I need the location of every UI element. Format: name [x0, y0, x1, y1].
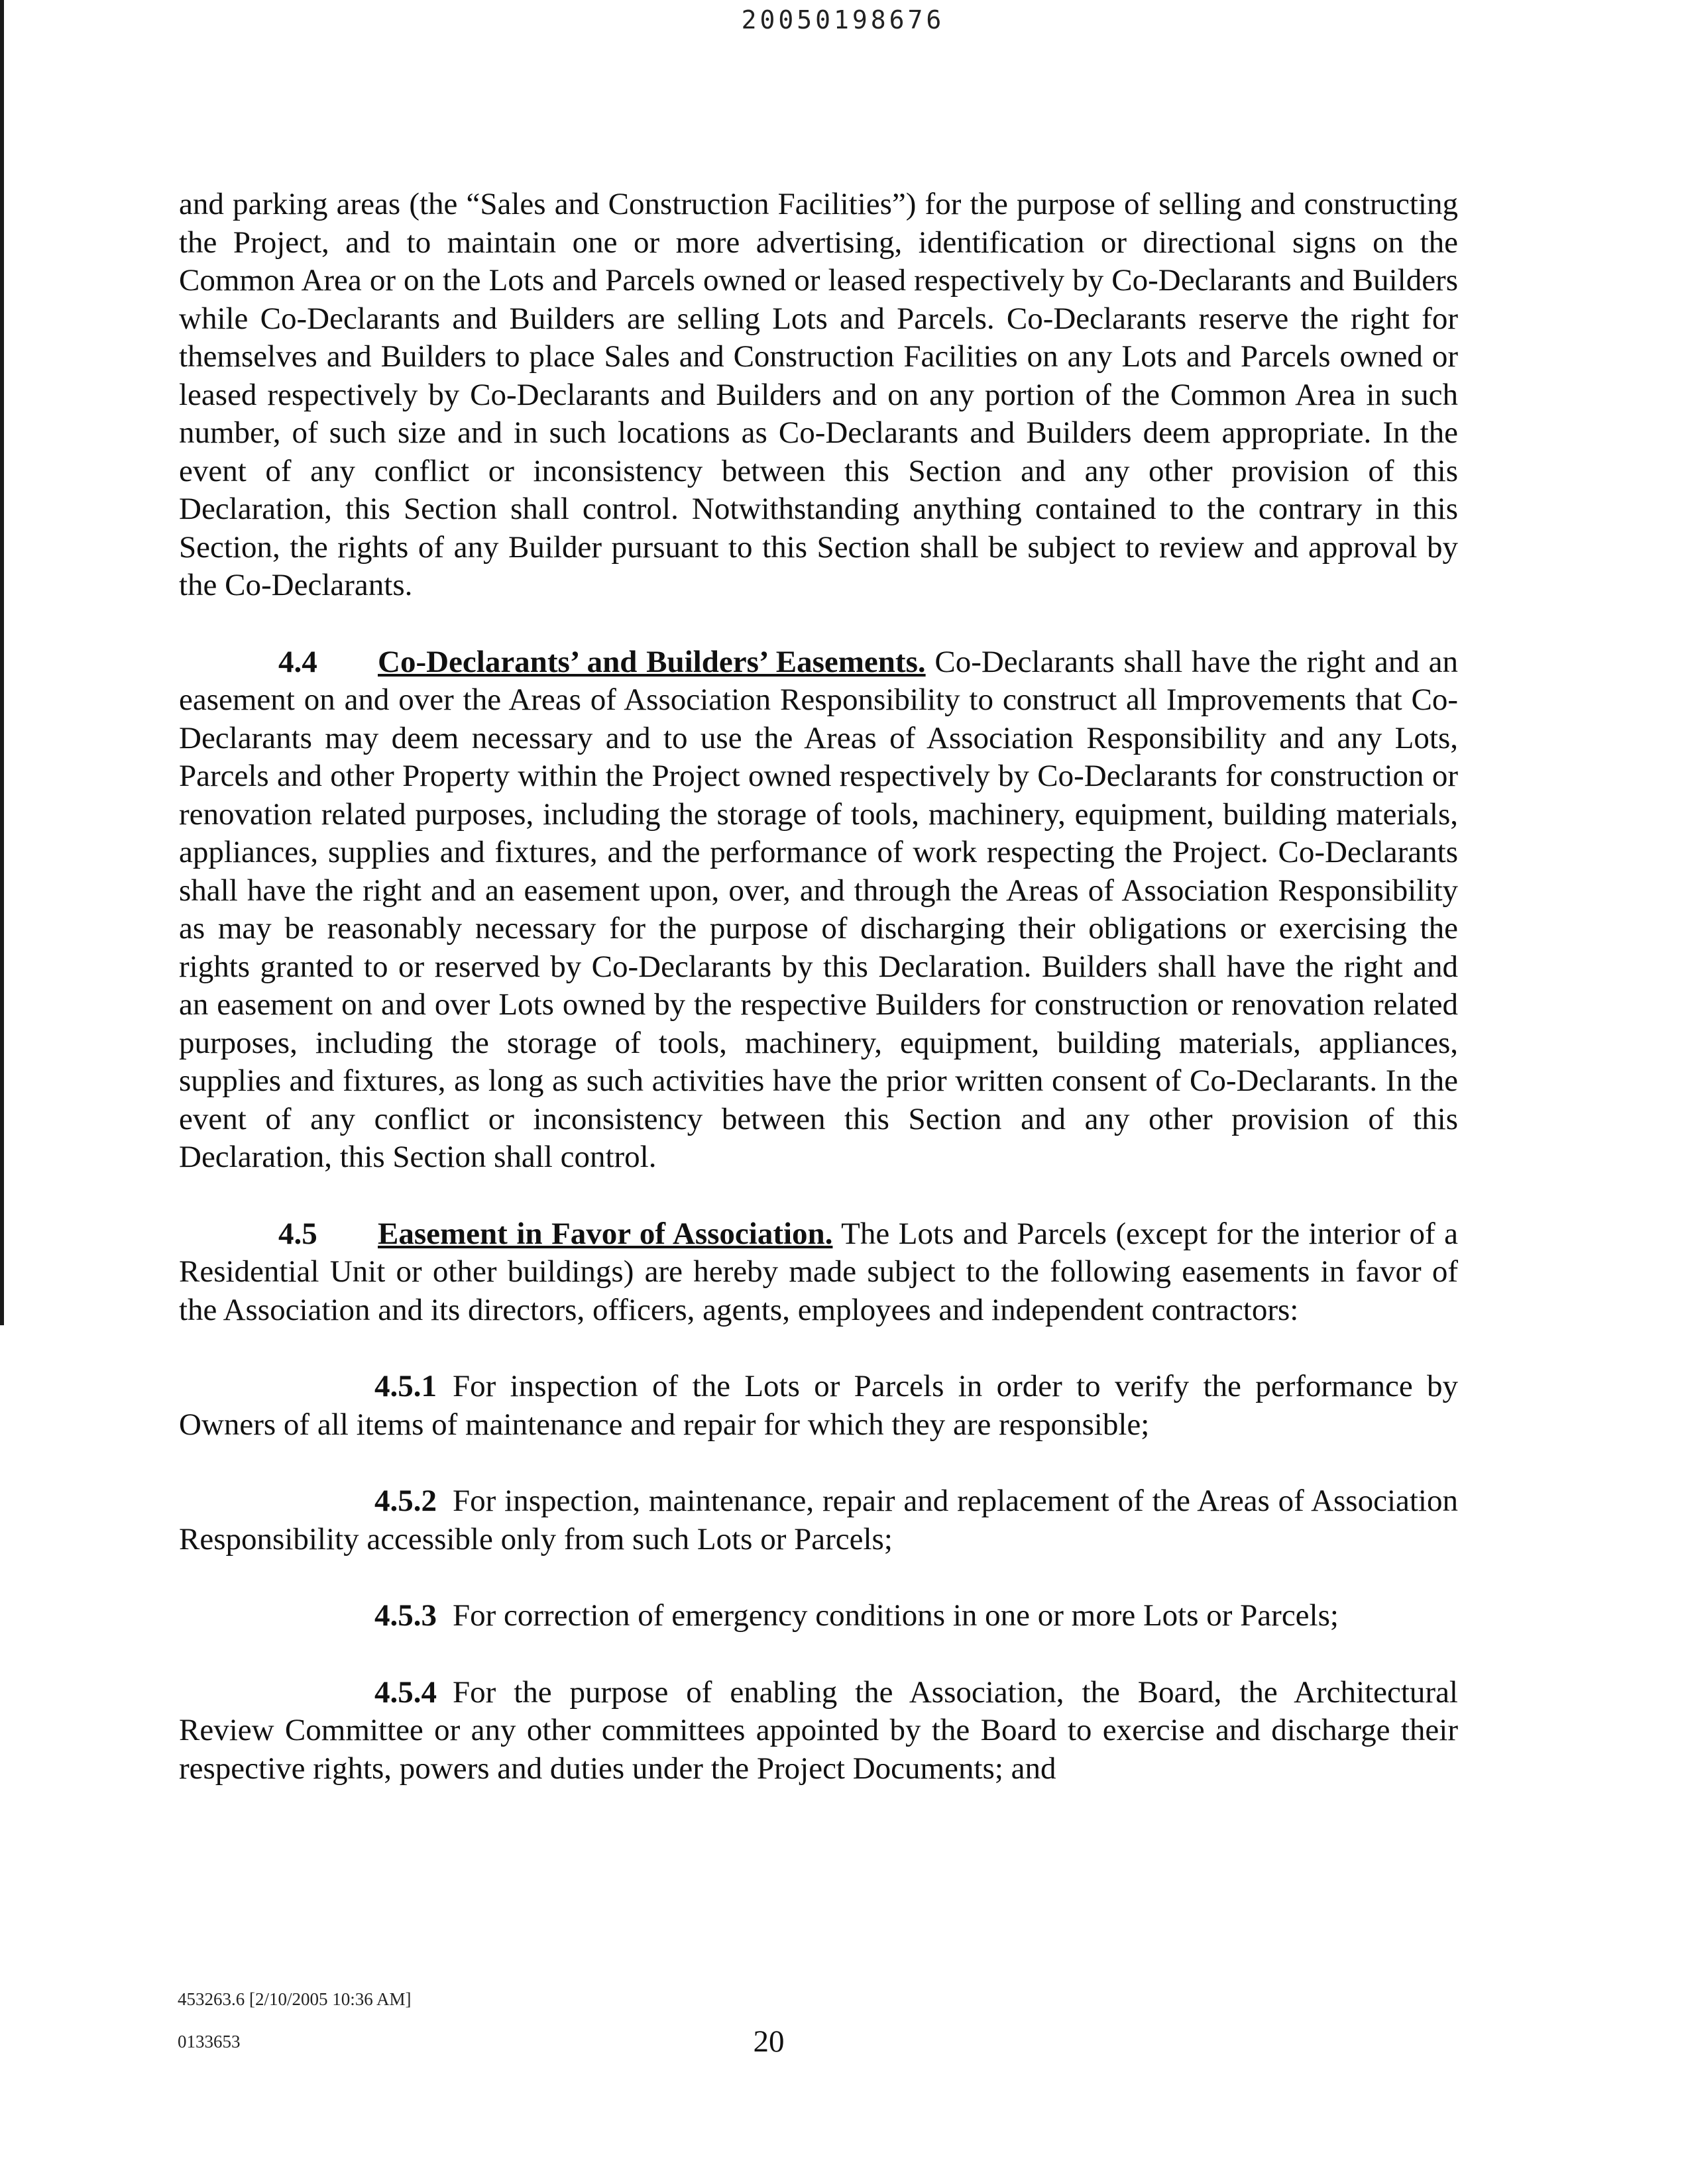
- section-4-5: [179, 1215, 1458, 1330]
- scan-edge-bar: [0, 0, 4, 1325]
- section-heading: Co-Declarants’ and Builders’ Easements.: [378, 644, 926, 679]
- section-number: 4.4: [278, 644, 317, 679]
- subsection-text: For the purpose of enabling the Association, the Board, the Architectural Review Committee or any other committees appointed by the Board to exercise and discharge their respective rights, powers and duties under the Project Documents; and: [179, 1674, 1458, 1786]
- section-text: Co-Declarants shall have the right and an easement on and over the Areas of Association Responsibility to construct all Improvements that Co-Declarants may deem necessary and to use the Areas of Association Responsibility and any Lots, Parcels and other Property within the Project owned respectively by Co-Declarants for construction or renovation related purposes, including the storage of tools, machinery, equipment, building materials, appliances, supplies and fixtures, and the performance of work respecting the Project. Co-Declarants shall have the right and an easement upon, over, and through the Areas of Association Responsibility as may be reasonably necessary for the purpose of discharging their obligations or exercising the rights granted to or reserved by Co-Declarants by this Declaration. Builders shall have the right and an easement on and over Lots owned by the respective Builders for construction or renovation related purposes, including the storage of tools, machinery, equipment, building materials, appliances, supplies and fixtures, as long as such activities have the prior written consent of Co-Declarants. In the event of any conflict or inconsistency between this Section and any other provision of this Declaration, this Section shall control.: [179, 644, 1458, 1174]
- subsection-4-5-1: [179, 1368, 1458, 1444]
- footer-document-id: 453263.6 [2/10/2005 10:36 AM]: [178, 1989, 412, 2009]
- subsection-4-5-2: [179, 1482, 1458, 1558]
- subsection-4-5-4: [179, 1674, 1458, 1788]
- paragraph-continuation: and parking areas (the “Sales and Construction Facilities”) for the purpose of selling and constructing the Project, and to maintain one or more advertising, identification or directional signs on the Common Area or on the Lots and Parcels owned or leased respectively by Co-Declarants and Builders while Co-Declarants and Builders are selling Lots and Parcels. Co-Declarants reserve the right for themselves and Builders to place Sales and Construction Facilities on any Lots and Parcels owned or leased respectively by Co-Declarants and Builders and on any portion of the Common Area in such number, of such size and in such locations as Co-Declarants and Builders deem appropriate. In the event of any conflict or inconsistency between this Section and any other provision of this Declaration, this Section shall control. Notwithstanding anything contained to the contrary in this Section, the rights of any Builder pursuant to this Section shall be subject to review and approval by the Co-Declarants.: [179, 187, 1458, 602]
- section-4-4: [179, 643, 1458, 1177]
- footer-client-id: 0133653: [178, 2032, 241, 2051]
- section-number: 4.5: [278, 1216, 317, 1251]
- subsection-number: 4.5.3: [374, 1598, 437, 1633]
- subsection-text: For inspection, maintenance, repair and replacement of the Areas of Association Responsibility accessible only from such Lots or Parcels;: [179, 1484, 1458, 1556]
- subsection-4-5-3: [179, 1597, 1458, 1635]
- subsection-number: 4.5.4: [374, 1674, 437, 1710]
- section-heading: Easement in Favor of Association.: [378, 1216, 833, 1251]
- page-number: 20: [753, 2024, 785, 2059]
- section-text: The Lots and Parcels (except for the interior of a Residential Unit or other buildings) are hereby made subject to the following easements in favor of the Association and its directors, officers, agents, employees and independent contractors:: [179, 1216, 1458, 1327]
- subsection-text: For inspection of the Lots or Parcels in order to verify the performance by Owners of all items of maintenance and repair for which they are responsible;: [179, 1369, 1458, 1442]
- subsection-text: For correction of emergency conditions in one or more Lots or Parcels;: [453, 1598, 1339, 1633]
- subsection-number: 4.5.1: [374, 1369, 437, 1403]
- subsection-number: 4.5.2: [374, 1484, 437, 1518]
- document-number: 20050198676: [741, 5, 945, 34]
- document-body: [179, 186, 1458, 1826]
